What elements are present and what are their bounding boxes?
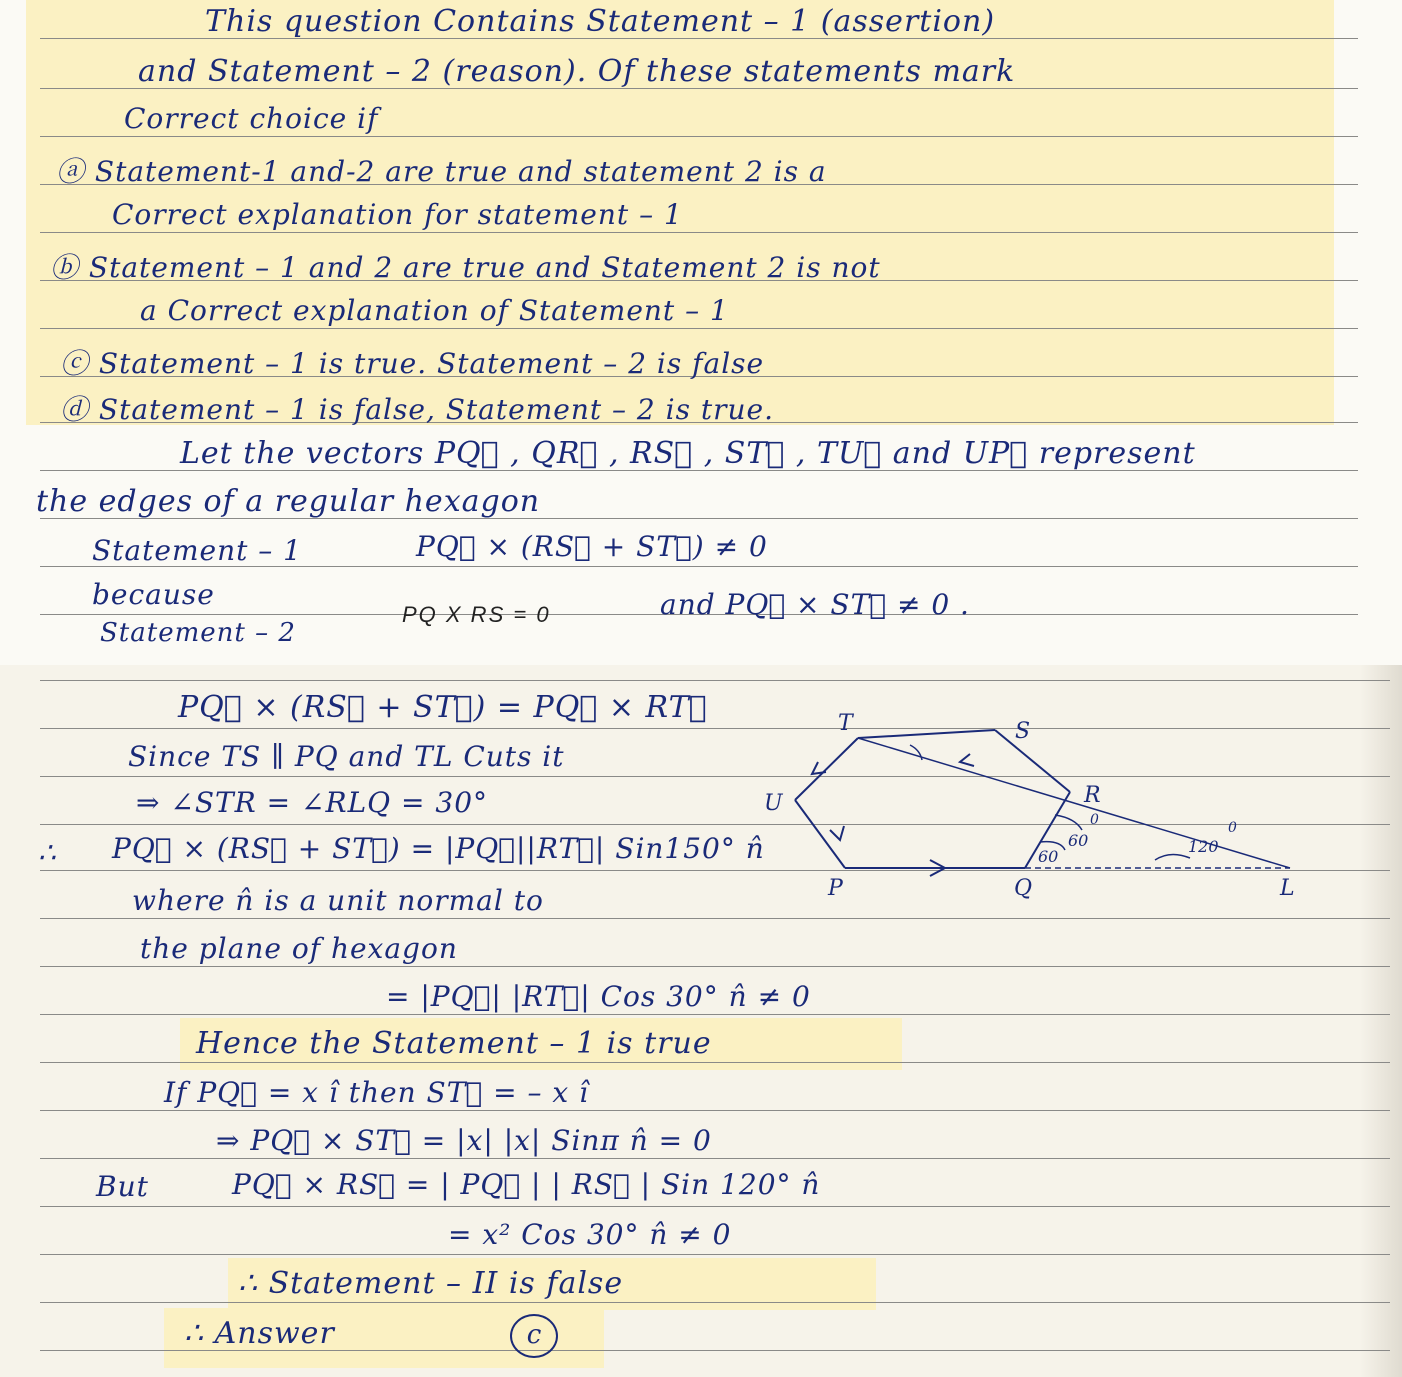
solution-line11: PQ⃗ × RS⃗ = | PQ⃗ | | RS⃗ | Sin 120° n̂ xyxy=(232,1168,821,1201)
solution-line6: the plane of hexagon xyxy=(140,932,458,965)
edge-ut xyxy=(795,738,858,800)
ruled-line xyxy=(40,918,1390,919)
statement1-expression: PQ⃗ × (RS⃗ + ST⃗) ≠ 0 xyxy=(416,530,768,563)
vertex-label-r: R xyxy=(1084,783,1101,808)
vertex-label-u: U xyxy=(764,791,783,816)
ruled-line xyxy=(40,1158,1390,1159)
statement2-rest: and PQ⃗ × ST⃗ ≠ 0 . xyxy=(660,588,970,621)
statement2-label: Statement – 2 xyxy=(100,618,296,648)
arrow-head xyxy=(830,826,844,840)
angle-label-0: 0 xyxy=(1090,812,1099,828)
therefore-symbol: ∴ xyxy=(38,836,57,869)
angle-label-60-r: 60 xyxy=(1068,831,1089,850)
problem-line1: Let the vectors PQ⃗ , QR⃗ , RS⃗ , ST⃗ , TU⃗ and UP⃗ represent xyxy=(180,436,1196,471)
ruled-line xyxy=(40,1062,1390,1063)
angle-arc xyxy=(1055,815,1082,830)
angle-label-60-q: 60 xyxy=(1038,847,1059,866)
angle-label-120: 120 xyxy=(1188,837,1219,856)
solution-line9: If PQ⃗ = x î then ST⃗ = – x î xyxy=(164,1076,589,1109)
vertex-label-s: S xyxy=(1015,719,1031,744)
ruled-line xyxy=(40,328,1358,329)
arrow-head xyxy=(960,754,974,766)
vertex-label-q: Q xyxy=(1014,876,1033,901)
solution-line8: Hence the Statement – 1 is true xyxy=(196,1026,712,1061)
option-c: ⓒ Statement – 1 is true. Statement – 2 is false xyxy=(60,347,765,380)
edge-pu xyxy=(795,800,845,868)
solution-line7: = |PQ⃗| |RT⃗| Cos 30° n̂ ≠ 0 xyxy=(386,980,811,1013)
ruled-line xyxy=(40,680,1390,681)
page-edge-shadow xyxy=(1360,665,1402,1377)
hexagon-diagram xyxy=(764,690,1310,910)
solution-line3: ⇒ ∠STR = ∠RLQ = 30° xyxy=(136,786,489,819)
angle-arc xyxy=(1155,854,1190,860)
option-d: ⓓ Statement – 1 is false, Statement – 2 is true. xyxy=(60,393,774,426)
point-label-l: L xyxy=(1280,876,1295,901)
edge-ts xyxy=(858,730,995,738)
option-a-line2: Correct explanation for statement – 1 xyxy=(112,198,683,231)
option-b-line1: ⓑ Statement – 1 and 2 are true and Statement 2 is not xyxy=(50,251,881,284)
question-intro-line1: This question Contains Statement – 1 (assertion) xyxy=(205,4,996,39)
option-a-line1: ⓐ Statement-1 and-2 are true and statement 2 is a xyxy=(56,155,827,188)
question-intro-line2: and Statement – 2 (reason). Of these statements mark xyxy=(138,54,1016,89)
solution-line5: where n̂ is a unit normal to xyxy=(132,884,544,917)
angle-arc xyxy=(910,745,922,760)
vertex-label-p: P xyxy=(828,876,843,901)
solution-line12: = x² Cos 30° n̂ ≠ 0 xyxy=(448,1218,732,1251)
ruled-line xyxy=(40,1014,1390,1015)
but-label: But xyxy=(96,1170,149,1203)
solution-line10: ⇒ PQ⃗ × ST⃗ = |x| |x| Sinπ n̂ = 0 xyxy=(216,1124,712,1157)
ruled-line xyxy=(40,966,1390,967)
ruled-line xyxy=(40,136,1358,137)
ruled-line xyxy=(40,1110,1390,1111)
solution-line14: ∴ Answer xyxy=(184,1316,335,1351)
vertex-label-t: T xyxy=(838,711,853,736)
answer-circled: c xyxy=(510,1314,558,1358)
problem-line2: the edges of a regular hexagon xyxy=(36,484,541,519)
solution-line4: PQ⃗ × (RS⃗ + ST⃗) = |PQ⃗||RT⃗| Sin150° n̂ xyxy=(112,832,765,865)
solution-line13: ∴ Statement – II is false xyxy=(238,1266,624,1301)
because-label: because xyxy=(92,578,215,611)
solution-line1: PQ⃗ × (RS⃗ + ST⃗) = PQ⃗ × RT⃗ xyxy=(178,690,708,725)
ruled-line xyxy=(40,1206,1390,1207)
arrow-head xyxy=(812,762,826,774)
option-b-line2: a Correct explanation of Statement – 1 xyxy=(140,294,729,327)
ruled-line xyxy=(40,1254,1390,1255)
ruled-line xyxy=(40,232,1358,233)
solution-line2: Since TS ∥ PQ and TL Cuts it xyxy=(128,740,565,773)
question-intro-line3: Correct choice if xyxy=(124,102,379,135)
statement2-typed: PQ X RS = 0 xyxy=(402,602,551,627)
angle-label-deg: 0 xyxy=(1228,820,1237,836)
statement1-label: Statement – 1 xyxy=(92,534,302,567)
ruled-line xyxy=(40,1302,1390,1303)
